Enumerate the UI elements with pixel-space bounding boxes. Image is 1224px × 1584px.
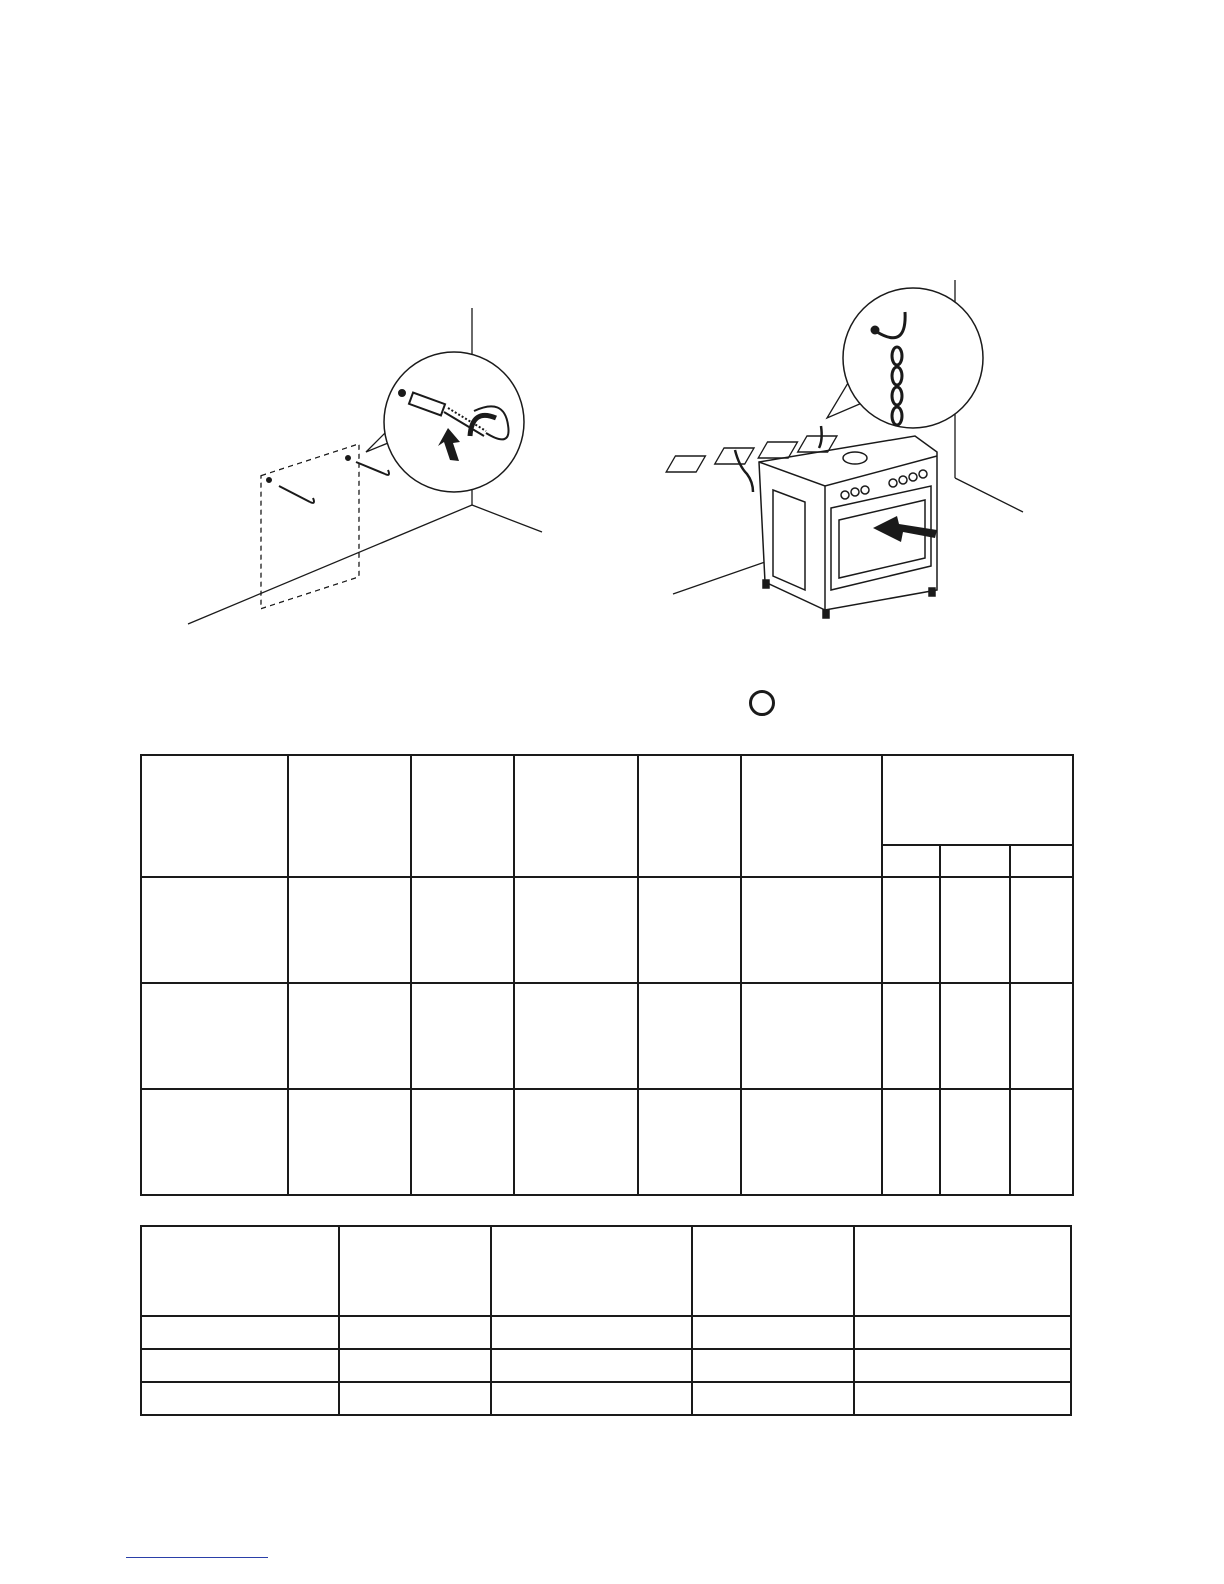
header-cell — [339, 1226, 491, 1316]
cell — [882, 1089, 940, 1195]
cell — [491, 1349, 692, 1382]
header-cell — [692, 1226, 854, 1316]
header-cell — [638, 755, 741, 877]
subheader-cell — [882, 845, 940, 877]
table-row — [141, 1089, 1073, 1195]
cell — [882, 983, 940, 1089]
cell — [339, 1349, 491, 1382]
table-header-row — [141, 1226, 1071, 1316]
header-cell — [854, 1226, 1071, 1316]
cell — [854, 1349, 1071, 1382]
specification-table-1 — [140, 754, 1074, 1196]
table-row — [141, 877, 1073, 983]
table-row — [141, 1349, 1071, 1382]
cell — [288, 877, 411, 983]
subheader-cell — [940, 845, 1010, 877]
cell — [940, 983, 1010, 1089]
range-cooker-chain-figure — [665, 280, 1035, 625]
cell — [514, 983, 638, 1089]
small-hook-icon — [267, 456, 389, 503]
cell — [141, 877, 288, 983]
footer-rule — [126, 1557, 268, 1558]
cell — [638, 877, 741, 983]
subheader-cell — [1010, 845, 1073, 877]
cell — [288, 1089, 411, 1195]
header-cell — [514, 755, 638, 877]
circle-marker-icon — [749, 690, 775, 716]
cell — [692, 1349, 854, 1382]
cell — [514, 877, 638, 983]
table-header-row — [141, 755, 1073, 845]
cell — [882, 877, 940, 983]
table-row — [141, 1316, 1071, 1349]
cell — [411, 983, 514, 1089]
cell — [491, 1382, 692, 1415]
specification-table-2 — [140, 1225, 1072, 1416]
header-cell — [141, 755, 288, 877]
cell — [940, 877, 1010, 983]
cell — [940, 1089, 1010, 1195]
cell — [638, 983, 741, 1089]
cell — [411, 877, 514, 983]
cell — [141, 983, 288, 1089]
header-group-cell — [882, 755, 1073, 845]
table-row — [141, 1382, 1071, 1415]
cell — [692, 1316, 854, 1349]
cell — [339, 1382, 491, 1415]
header-cell — [491, 1226, 692, 1316]
mounting-template-dashed — [261, 444, 359, 609]
header-cell — [411, 755, 514, 877]
magnified-callout-circle — [843, 288, 983, 428]
table-row — [141, 983, 1073, 1089]
header-cell — [141, 1226, 339, 1316]
cell — [638, 1089, 741, 1195]
cell — [339, 1316, 491, 1349]
cell — [741, 877, 882, 983]
cell — [141, 1089, 288, 1195]
cell — [141, 1316, 339, 1349]
cell — [692, 1382, 854, 1415]
cell — [491, 1316, 692, 1349]
cell — [1010, 1089, 1073, 1195]
cell — [141, 1382, 339, 1415]
cell — [1010, 983, 1073, 1089]
header-cell — [741, 755, 882, 877]
cell — [514, 1089, 638, 1195]
cell — [411, 1089, 514, 1195]
cell — [854, 1382, 1071, 1415]
cell — [854, 1316, 1071, 1349]
cell — [1010, 877, 1073, 983]
cell — [141, 1349, 339, 1382]
cell — [741, 983, 882, 1089]
magnified-callout-circle — [384, 352, 524, 492]
wall-anchor-installation-figure — [180, 300, 560, 630]
cell — [741, 1089, 882, 1195]
header-cell — [288, 755, 411, 877]
cell — [288, 983, 411, 1089]
